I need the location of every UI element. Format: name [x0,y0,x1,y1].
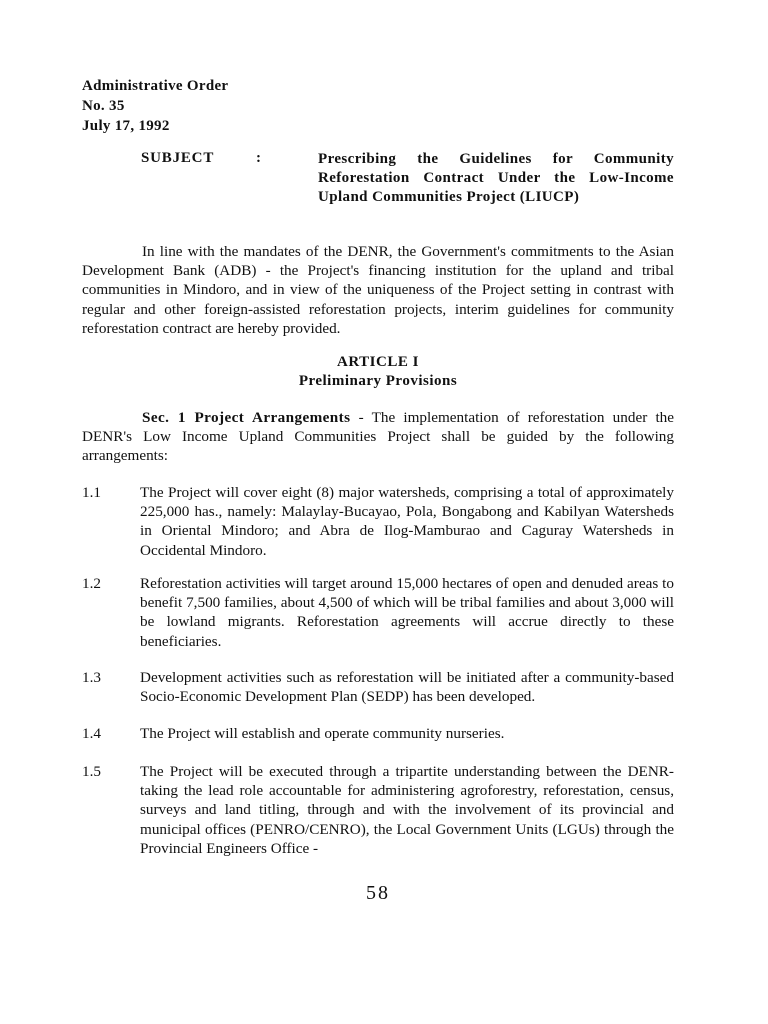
intro-paragraph: In line with the mandates of the DENR, the Government's commitments to the Asian Development Bank (ADB) - the Project's financing institution for the upland and tribal communities in Mindoro, and in view of the uniqueness of the Project setting in contrast with regular and other foreign-assisted reforestation projects, interim guidelines for community reforestation contract are hereby provided. [82,243,674,337]
list-item [82,724,674,743]
list-item-number: 1.1 [82,484,101,501]
list-item-text: The Project will be executed through a tripartite understanding between the DENR-taking the lead role accountable for administering agroforestry, reforestation, census, surveys and land titling, through and with the involvement of its provincial and municipal offices (PENRO/CENRO), the Local Government Units (LGUs) through the Provincial Engineers Office - [140,763,674,857]
list-item-number: 1.5 [82,763,101,780]
subject-colon: : [256,150,261,166]
section-label: Sec. 1 Project Arrangements [142,409,351,426]
order-number: No. 35 [82,98,125,114]
article-subheading: Preliminary Provisions [298,373,458,389]
list-item-text: Reforestation activities will target around 15,000 hectares of open and denuded areas to benefit 7,500 families, about 4,500 of which will be tribal families and about 3,000 will be lowland migrants. Reforestation agreements will accrue directly to these beneficiaries. [140,575,674,650]
list-item [82,668,674,706]
order-header [82,76,228,136]
section-text: - The implementation of reforestation under the DENR's Low Income Upland Communities Project shall be guided by the following arrangements: [82,409,674,465]
article-heading: ARTICLE I [337,354,419,370]
article-heading-block [82,353,674,391]
order-title: Administrative Order [82,78,229,94]
list-item-text: Development activities such as reforestation will be initiated after a community-based Socio-Economic Development Plan (SEDP) has been developed. [140,669,674,706]
subject-text: Prescribing the Guidelines for Community Reforestation Contract Under the Low-Income Upland Communities Project (LIUCP) [318,151,674,205]
subject-label: SUBJECT [141,150,215,166]
list-item-text: The Project will establish and operate community nurseries. [140,725,505,742]
page-number: 58 [366,882,390,904]
order-date: July 17, 1992 [82,118,170,134]
list-item-number: 1.4 [82,725,101,742]
section-paragraph [82,408,674,466]
list-item [82,762,674,858]
list-item-number: 1.3 [82,669,101,686]
list-item [82,574,674,651]
list-item-number: 1.2 [82,575,101,592]
list-item-text: The Project will cover eight (8) major watersheds, comprising a total of approximately 225,000 has., namely: Malaylay-Bucayao, Pola, Bongabong and Kabilyan Watersheds in Oriental Mindoro; and Abra de Ilog-Mamburao and Caguray Watersheds in Occidental Mindoro. [140,484,674,559]
list-item [82,483,674,560]
